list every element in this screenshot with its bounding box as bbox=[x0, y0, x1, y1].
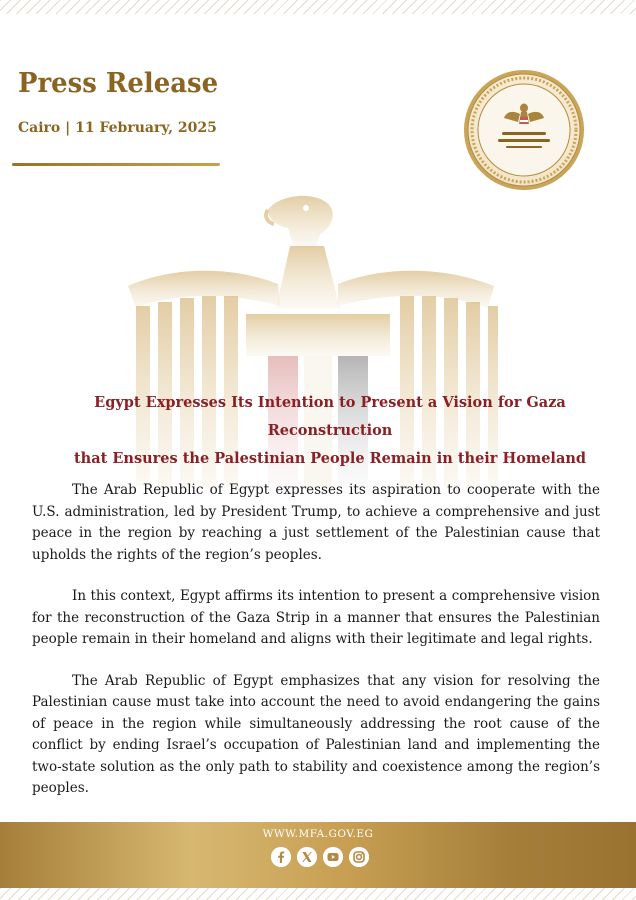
page-title: Press Release bbox=[18, 68, 219, 99]
body-paragraph-3: The Arab Republic of Egypt emphasizes that any vision for resolving the Palestinian cause must take into account the need to avoid endangering the gains of peace in the region while simultaneously addressing the root cause of the conflict by ending Israel’s occupation of Palestinian land and implementing the two-state solution as the only path to stability and coexistence among the region’s peoples. bbox=[32, 672, 600, 796]
title-underline bbox=[12, 163, 220, 166]
headline-line-2: that Ensures the Palestinian People Remain in their Homeland bbox=[73, 450, 587, 467]
website-url[interactable]: WWW.MFA.GOV.EG bbox=[262, 828, 374, 840]
body-paragraph-1: The Arab Republic of Egypt expresses its aspiration to cooperate with the U.S. administration, led by President Trump, to achieve a comprehensive and just peace in the region by reaching a just settlement of the Palestinian cause that upholds the rights of the region’s peoples. bbox=[32, 482, 600, 563]
facebook-icon[interactable] bbox=[271, 847, 291, 867]
bottom-decorative-border bbox=[0, 888, 636, 900]
dateline: Cairo | 11 February, 2025 bbox=[18, 120, 217, 136]
header bbox=[18, 68, 226, 99]
headline-line-1: Egypt Expresses Its Intention to Present a Vision for Gaza Reconstruction bbox=[94, 394, 566, 439]
headline bbox=[30, 389, 630, 473]
social-links bbox=[260, 844, 380, 870]
youtube-icon[interactable] bbox=[323, 847, 343, 867]
footer-band bbox=[0, 822, 636, 888]
press-release-body bbox=[32, 480, 600, 820]
x-icon[interactable] bbox=[297, 847, 317, 867]
ministry-seal-icon bbox=[462, 68, 586, 192]
body-paragraph-2: In this context, Egypt affirms its intention to present a comprehensive vision for the reconstruction of the Gaza Strip in a manner that ensures the Palestinian people remain in their homeland and aligns with their legitimate and legal rights. bbox=[32, 588, 600, 647]
instagram-icon[interactable] bbox=[349, 847, 369, 867]
top-decorative-border bbox=[0, 0, 636, 14]
